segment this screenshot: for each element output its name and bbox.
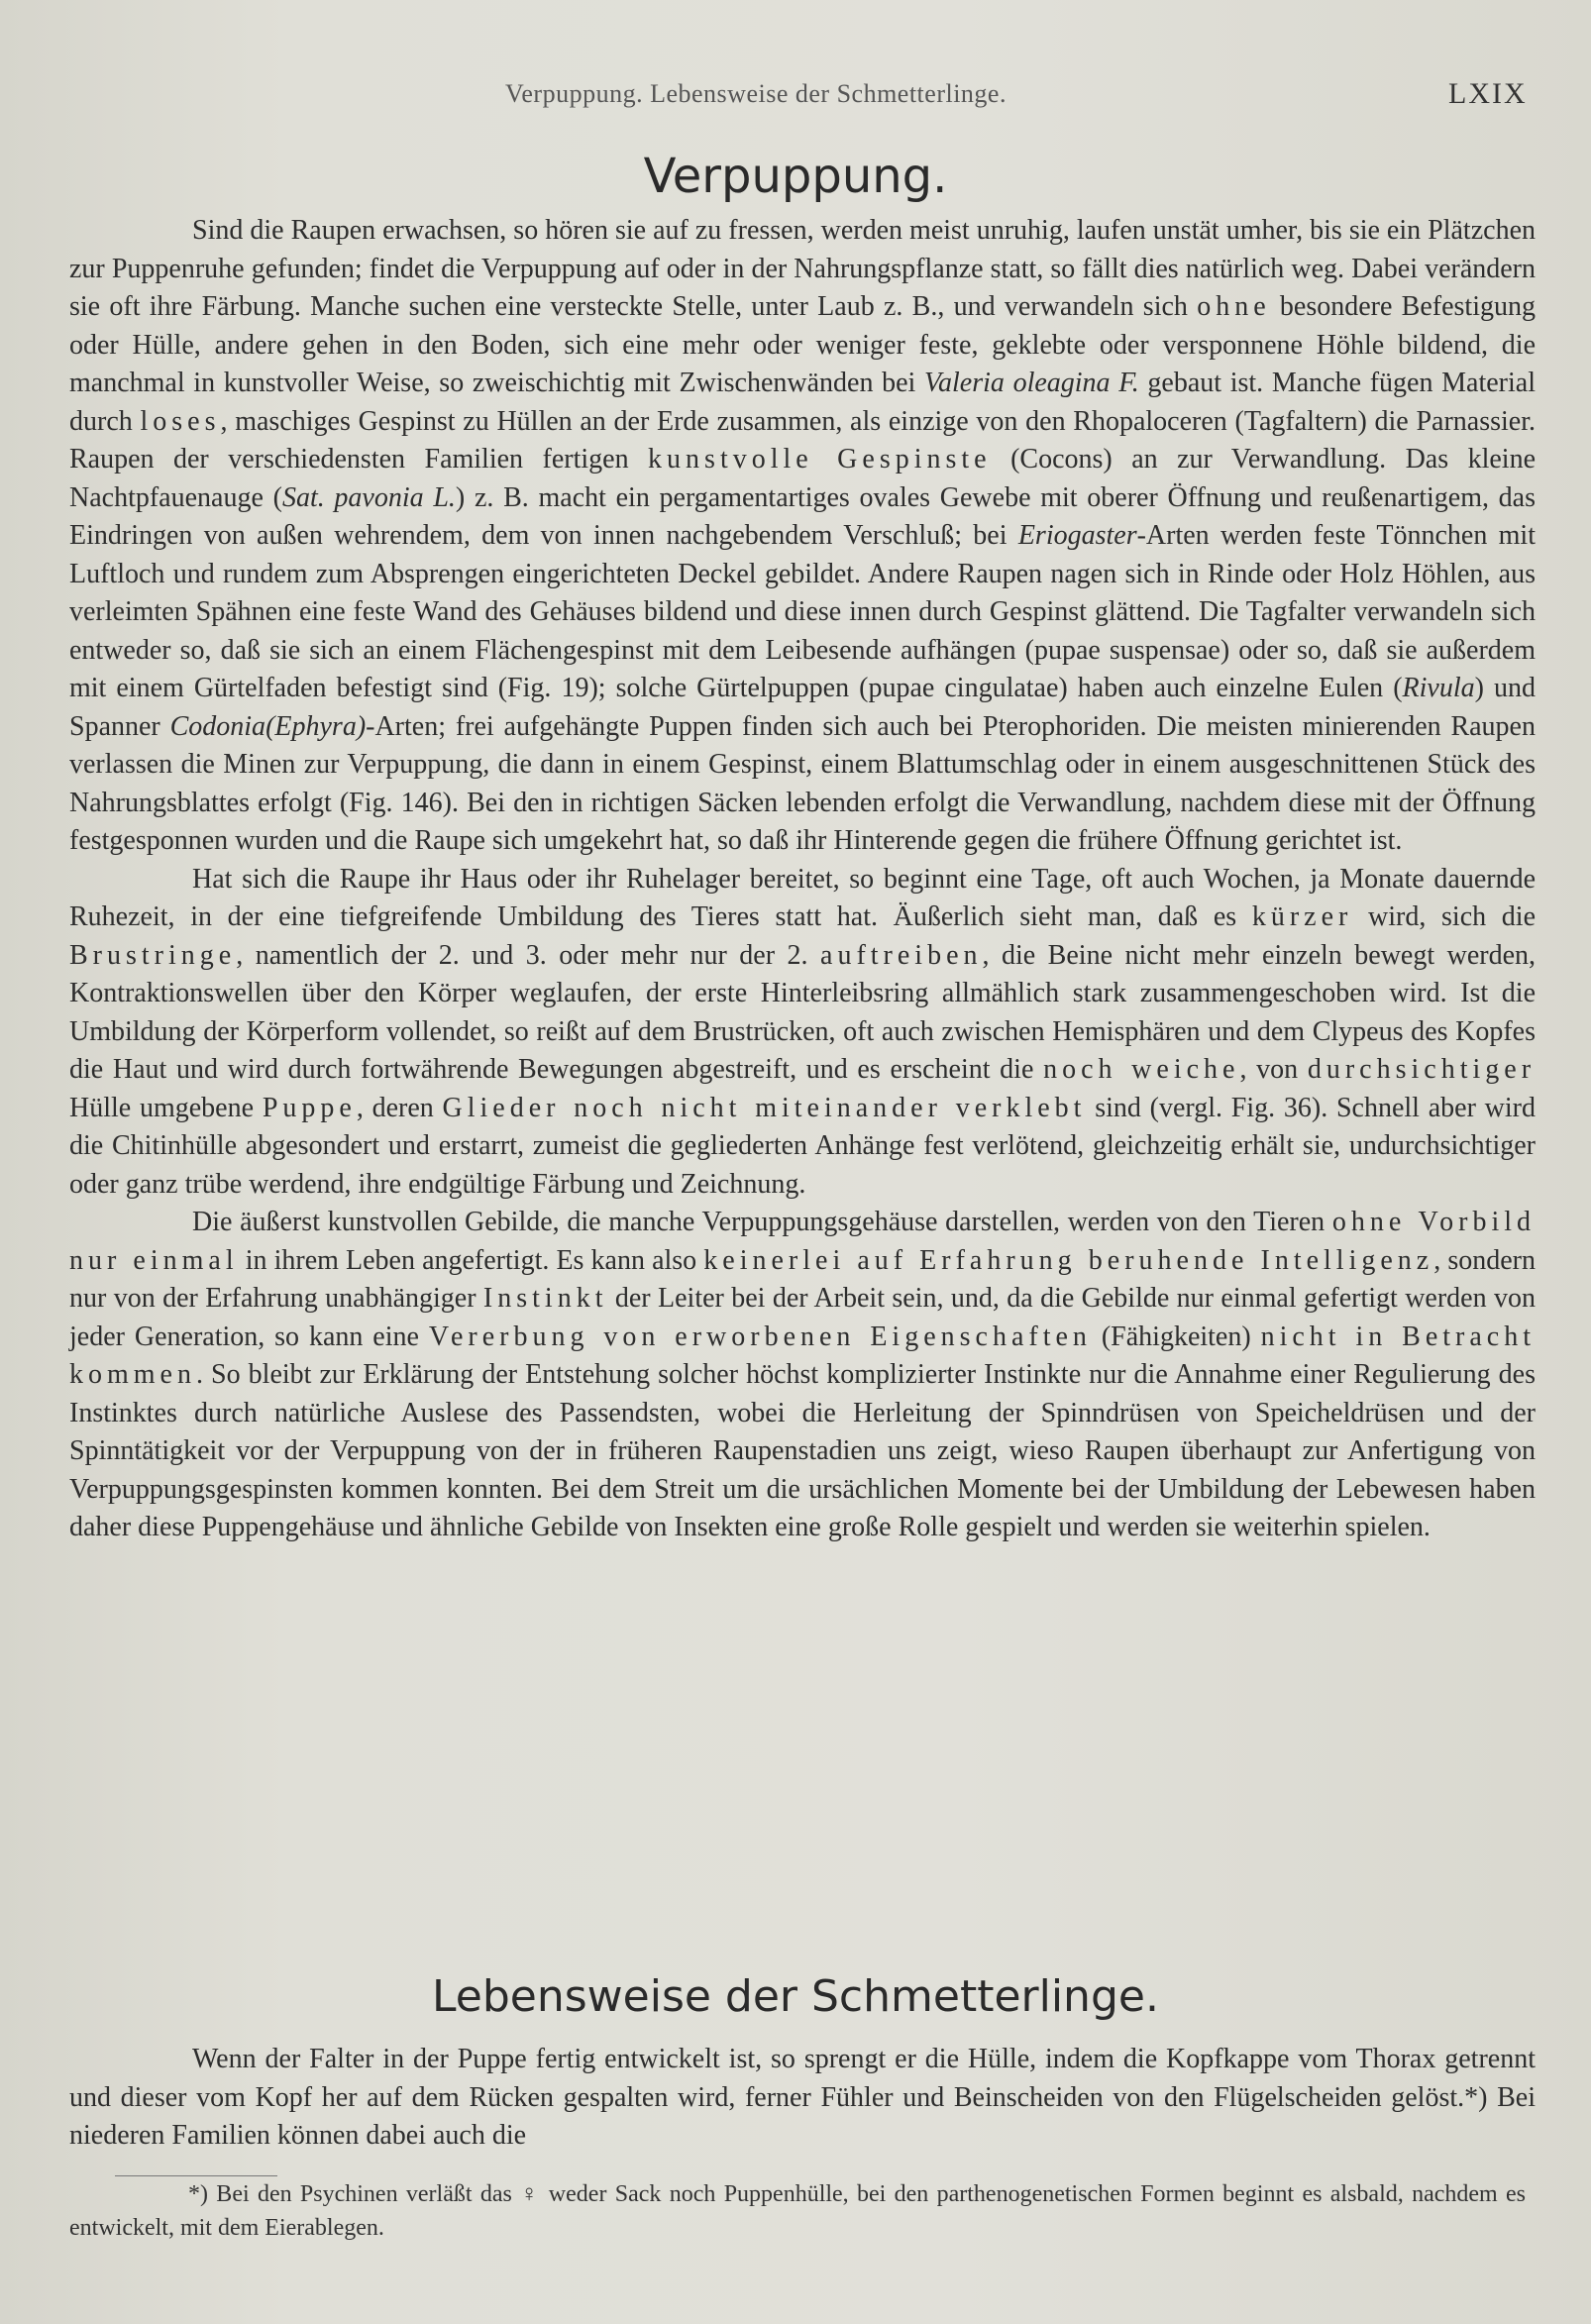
spaced-emphasis: ohne <box>1197 291 1271 322</box>
spaced-emphasis: loses <box>140 405 221 437</box>
text-run: der Leiter bei der Arbeit sein, und, da die Gebilde nur einmal gefertigt werden von jeder Generation, so kann eine <box>69 1283 1537 1352</box>
italic-taxon: Sat. pavonia L. <box>281 481 456 513</box>
paragraph <box>69 1204 1536 1547</box>
italic-taxon: Valeria oleagina F. <box>924 368 1139 398</box>
text-run: , namentlich der 2. und 3. oder mehr nur der 2. <box>236 939 821 971</box>
paragraph <box>69 861 1536 1205</box>
section-lebensweise-body <box>69 2041 1536 2156</box>
spaced-emphasis: Instinkt <box>482 1283 608 1314</box>
spaced-emphasis: durchsichtiger <box>1307 1054 1537 1085</box>
spaced-emphasis: noch weiche <box>1043 1054 1240 1085</box>
section-title-lebensweise: Lebensweise der Schmetterlinge. <box>432 1971 1159 2022</box>
spaced-emphasis: Glieder noch nicht miteinander verklebt <box>442 1092 1087 1123</box>
text-run: (Fähigkeiten) <box>1091 1320 1261 1352</box>
spaced-emphasis: Brustringe <box>69 939 237 971</box>
spaced-emphasis: Puppe <box>262 1092 357 1123</box>
text-run: Hülle umgebene <box>69 1092 263 1123</box>
spaced-emphasis: Vererbung von erworbenen Eigenschaften <box>428 1320 1092 1352</box>
footnote-text: *) Bei den Psychinen verläßt das ♀ weder Sack noch Puppenhülle, bei den parthenogenetischen Formen beginnt es alsbald, nachdem es entwickelt, mit dem Eierablegen. <box>69 2181 1526 2241</box>
text-run: besondere Befestigung oder Hülle, andere gehen in den Boden, sich eine mehr oder weniger feste, geklebte oder versponnene Höhle bildend, die manchmal in kunstvoller Weise, so zweischichtig mit Zwischenwänden bei <box>69 291 1536 398</box>
section-verpuppung-body <box>69 212 1536 1547</box>
text-run: wird, sich die <box>1352 901 1536 932</box>
text-run: ) und Spanner <box>69 673 1537 742</box>
italic-taxon: Eriogaster <box>1017 520 1137 551</box>
paragraph <box>69 212 1536 861</box>
paragraph: Wenn der Falter in der Puppe fertig entwickelt ist, so sprengt er die Hülle, indem die Kopfkappe vom Thorax getrennt und dieser vom Kopf her auf dem Rücken gespalten wird, ferner Fühler und Beinscheiden von den Flügelscheiden gelöst.*) Bei niederen Familien können dabei auch die <box>69 2044 1536 2151</box>
italic-taxon: Codonia <box>169 710 266 742</box>
text-run: -Arten werden feste Tönnchen mit Luftloch und rundem zum Absprengen eingerichteten Deckel gebildet. Andere Raupen nagen sich in Rinde oder Holz Höhlen, aus verleimten Spähnen eine feste Wand des Gehäuses bildend und diese innen durch Gespinst glättend. Die Tagfalter verwandeln sich entweder so, daß sie sich an einem Flächengespinst mit dem Leibesende aufhängen (pupae suspensae) oder so, daß sie außerdem mit einem Gürtelfaden befestigt sind (Fig. 19); solche Gürtelpuppen (pupae cingulatae) haben auch einzelne Eulen ( <box>69 520 1536 703</box>
page-number: LXIX <box>1448 77 1528 110</box>
footnote-divider <box>115 2175 277 2176</box>
text-run: Die äußerst kunstvollen Gebilde, die manche Verpuppungsgehäuse darstellen, werden von den Tieren <box>192 1207 1332 1237</box>
text-run: in ihrem Leben angefertigt. Es kann also <box>238 1244 704 1276</box>
text-run: -Arten; frei aufgehängte Puppen finden sich auch bei Pterophoriden. Die meisten minierenden Raupen verlassen die Minen zur Verpuppung, die dann in einem Gespinst, einem Blattumschlag oder in einem ausgeschnittenen Stück des Nahrungsblattes erfolgt (Fig. 146). Bei den in richtigen Säcken lebenden erfolgt die Verwandlung, nachdem diese mit der Öffnung festgesponnen wurden und die Raupe sich umgekehrt hat, so daß ihr Hinterende gegen die frühere Öffnung gerichtet ist. <box>69 710 1536 856</box>
text-run: , maschiges Gespinst zu Hüllen an der Erde zusammen, als einzige von den Rhopaloceren (Tagfaltern) die Parnassier. Raupen der verschiedensten Familien fertigen <box>69 405 1536 475</box>
text-run: (Cocons) an zur Verwandlung. Das kleine Nachtpfauenauge ( <box>69 444 1536 513</box>
spaced-emphasis: ohne Vorbild nur einmal <box>69 1207 1537 1276</box>
text-run: gebaut ist. Manche fügen Material durch <box>69 368 1536 437</box>
text-run: , deren <box>356 1092 443 1123</box>
running-head: Verpuppung. Lebensweise der Schmetterlinge. <box>505 79 1007 108</box>
text-run: Sind die Raupen erwachsen, so hören sie auf zu fressen, werden meist unruhig, laufen unstät umher, bis sie ein Plätzchen zur Puppenruhe gefunden; findet die Verpuppung auf oder in der Nahrungspflanze statt, so fällt dies natürlich weg. Dabei verändern sie oft ihre Färbung. Manche suchen eine versteckte Stelle, unter Laub z. B., und verwandeln sich <box>69 215 1536 322</box>
spaced-emphasis: kunstvolle Gespinste <box>648 444 992 475</box>
text-run: ) z. B. macht ein pergamentartiges ovales Gewebe mit oberer Öffnung und reußenartigem, das Eindringen von außen wehrendem, dem von innen nachgebendem Verschluß; bei <box>69 481 1537 551</box>
spaced-emphasis: keinerlei auf Erfahrung beruhende Intelligenz <box>703 1244 1434 1276</box>
text-run: sind (vergl. Fig. 36). Schnell aber wird die Chitinhülle abgesondert und erstarrt, zumeist die gegliederten Anhänge fest verlötend, gleichzeitig erhält sie, undurchsichtiger oder ganz trübe werdend, ihre endgültige Färbung und Zeichnung. <box>69 1092 1536 1200</box>
text-run: , von <box>1239 1054 1308 1085</box>
text-run: Hat sich die Raupe ihr Haus oder ihr Ruhelager bereitet, so beginnt eine Tage, oft auch Wochen, ja Monate dauernde Ruhezeit, in der eine tiefgreifende Umbildung des Tieres statt hat. Äußerlich sieht man, daß es <box>69 863 1536 932</box>
spaced-emphasis: kürzer <box>1251 901 1353 932</box>
footnote <box>69 2177 1526 2245</box>
section-title-verpuppung: Verpuppung. <box>643 149 948 204</box>
italic-taxon: Rivula <box>1402 673 1475 703</box>
italic-taxon: (Ephyra) <box>265 710 367 742</box>
text-run: , die Beine nicht mehr einzeln bewegt werden, Kontraktionswellen über den Körper weglaufen, der erste Hinterleibsring allmählich stark zusammengeschoben wird. Ist die Umbildung der Körperform vollendet, so reißt auf dem Brustrücken, oft auch zwischen Hemisphären und dem Clypeus des Kopfes die Haut und wird durch fortwährende Bewegungen abgestreift, und es erscheint die <box>69 939 1537 1085</box>
spaced-emphasis: nicht in Betracht kommen <box>69 1320 1537 1390</box>
spaced-emphasis: auftreiben <box>820 939 983 971</box>
text-run: . So bleibt zur Erklärung der Entstehung solcher höchst komplizierter Instinkte nur die Annahme einer Regulierung des Instinktes durch natürliche Auslese des Passendsten, wobei die Herleitung der Spinndrüsen von Speicheldrüsen und der Spinntätigkeit vor der Verpuppung von der in früheren Raupenstadien uns zeigt, wieso Raupen überhaupt zur Anfertigung von Verpuppungsgespinsten kommen konnten. Bei dem Streit um die ursächlichen Momente bei der Umbildung der Lebewesen haben daher diese Puppengehäuse und ähnliche Gebilde von Insekten eine große Rolle gespielt und werden sie weiterhin spielen. <box>69 1359 1536 1542</box>
text-run: , sondern nur von der Erfahrung unabhängiger <box>69 1244 1536 1314</box>
